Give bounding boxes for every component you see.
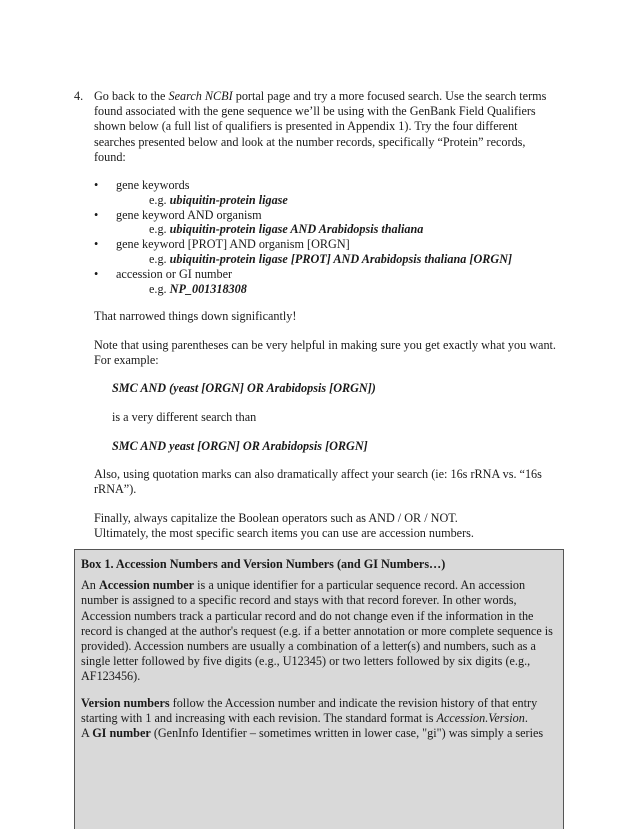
bullet-label: gene keyword [PROT] AND organism [ORGN] — [116, 237, 350, 252]
different-search-text: is a very different search than — [112, 410, 257, 424]
search-examples-list — [94, 178, 564, 296]
eg-prefix: e.g. — [149, 192, 170, 207]
p1-rest: is a unique identifier for a particular sequence record. An accession number is assigned to a specific record and stays with that record forever. In other words, Accession numbers track a particular record and do not change even if the information in the record is changed at the author's request (e.g. if a better annotation or more complete sequence is provided). Accession numbers are usually a combination of a letter(s) and numbers, such as a single letter followed by five digits (e.g., U12345) or two letters followed by six digits (e.g., AF123456). — [81, 578, 553, 684]
bullet-example — [116, 252, 564, 267]
bullet-label: accession or GI number — [116, 266, 233, 281]
bullet-icon: • — [94, 178, 99, 192]
quotation-note: Also, using quotation marks can also dramatically affect your search (ie: 16s rRNA vs. “16s rRNA”). — [94, 467, 542, 497]
example-query: NP_001318308 — [169, 281, 247, 296]
bullet-example — [116, 282, 564, 297]
gi-paragraph — [81, 726, 557, 741]
narrowed-paragraph: That narrowed things down significantly! — [94, 309, 297, 323]
version-numbers-term: Version numbers — [81, 695, 170, 710]
list-item — [94, 208, 564, 238]
example-query-2: SMC AND yeast [ORGN] OR Arabidopsis [ORGN] — [112, 439, 368, 453]
example-query: ubiquitin-protein ligase — [169, 192, 288, 207]
bullet-label: gene keyword AND organism — [116, 207, 262, 222]
p3-rest: (GenInfo Identifier – sometimes written in lower case, "gi") was simply a series — [150, 726, 544, 741]
boolean-note: Finally, always capitalize the Boolean operators such as AND / OR / NOT. — [94, 511, 458, 525]
gi-number-term: GI number — [92, 726, 151, 741]
accession-version-format: Accession.Version — [436, 710, 525, 725]
box-1-accession-numbers — [74, 549, 564, 829]
list-item — [94, 237, 564, 267]
step-text-rest: portal page and try a more focused search. Use the search terms found associated with the gene sequence we’ll be using with the GenBank Field Qualifiers shown below (a full list of qualifiers is presented in Appendix 1). Try the four different searches presented below and look at the number records, specifically “Protein” records, found: — [94, 89, 547, 164]
bullet-example — [116, 222, 564, 237]
bullet-icon: • — [94, 207, 99, 222]
parentheses-note: Note that using parentheses can be very helpful in making sure you get exactly what you want. For example: — [94, 338, 556, 368]
p1-prefix: An — [81, 578, 99, 593]
bullet-example — [116, 193, 564, 208]
eg-prefix: e.g. — [149, 281, 170, 296]
list-item — [94, 178, 564, 208]
example-query: ubiquitin-protein ligase AND Arabidopsis thaliana — [169, 222, 424, 237]
accession-note: Ultimately, the most specific search items you can use are accession numbers. — [94, 526, 474, 540]
p2-end: . — [524, 710, 528, 725]
eg-prefix: e.g. — [149, 222, 170, 237]
bullet-icon: • — [94, 237, 99, 252]
bullet-label: gene keywords — [116, 178, 190, 192]
eg-prefix: e.g. — [149, 251, 170, 266]
version-paragraph — [81, 696, 557, 726]
example-query-1: SMC AND (yeast [ORGN] OR Arabidopsis [ORGN]) — [112, 381, 376, 395]
list-item — [94, 267, 564, 297]
step-text-start: Go back to the — [94, 89, 169, 103]
step-number: 4. — [74, 89, 84, 103]
step-4-text — [94, 89, 554, 165]
accession-number-term: Accession number — [98, 578, 195, 593]
search-ncbi-emphasis: Search NCBI — [168, 89, 233, 103]
step-4-paragraph — [74, 89, 554, 165]
box-title: Box 1. Accession Numbers and Version Numbers (and GI Numbers…) — [81, 557, 446, 571]
p2-rest: follow the Accession number and indicate the revision history of that entry starting with 1 and increasing with each revision. The standard format is — [81, 695, 538, 725]
bullet-icon: • — [94, 266, 99, 281]
accession-paragraph — [81, 578, 557, 684]
p3-prefix: A — [81, 726, 93, 741]
example-query: ubiquitin-protein ligase [PROT] AND Arabidopsis thaliana [ORGN] — [169, 251, 513, 266]
